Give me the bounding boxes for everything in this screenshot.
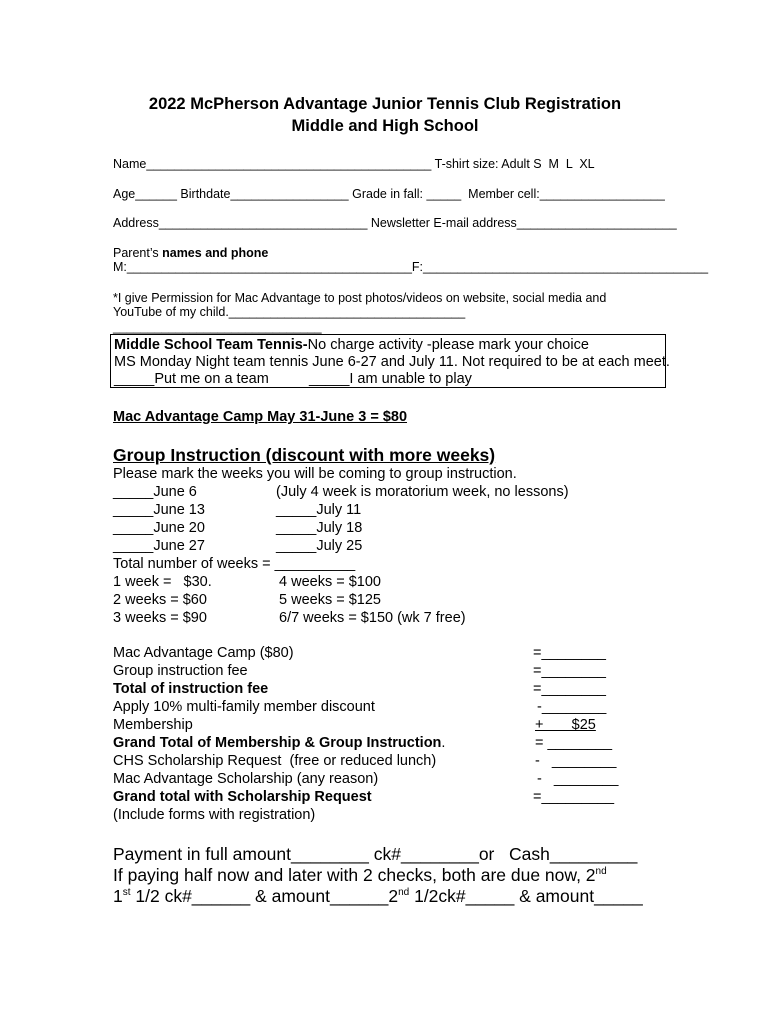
- total-weeks-field[interactable]: Total number of weeks = __________: [113, 556, 356, 572]
- group-instruction-text: Please mark the weeks you will be coming to group instruction.: [113, 466, 517, 482]
- week-june-27[interactable]: _____June 27: [113, 538, 205, 554]
- permission-line-1: *I give Permission for Mac Advantage to post photos/videos on website, social media and: [113, 291, 607, 305]
- week-june-6[interactable]: _____June 6: [113, 484, 197, 500]
- form-subtitle: Middle and High School: [291, 117, 479, 135]
- fee-total-instruction-value[interactable]: =________: [533, 681, 606, 697]
- fee-grand-total-value[interactable]: = ________: [535, 735, 613, 751]
- team-tennis-heading: [114, 336, 589, 354]
- price-2-weeks: 2 weeks = $60: [113, 592, 207, 608]
- form-title: 2022 McPherson Advantage Junior Tennis Club Registration: [148, 95, 622, 113]
- parents-bold: names and phone: [162, 246, 269, 260]
- team-tennis-schedule: MS Monday Night team tennis June 6-27 and July 11. Not required to be at each meet.: [114, 354, 670, 370]
- fee-group-label: Group instruction fee: [113, 663, 248, 679]
- grand-total-period: .: [441, 735, 446, 751]
- fee-camp-label: Mac Advantage Camp ($80): [113, 645, 294, 661]
- parents-prefix: Parent’s: [113, 246, 163, 260]
- fee-chs-scholarship-label: CHS Scholarship Request (free or reduced lunch): [113, 753, 437, 769]
- fee-discount-label: Apply 10% multi-family member discount: [113, 699, 375, 715]
- address-email-field[interactable]: Address______________________________ Newsletter E-mail address_______________________: [113, 216, 677, 230]
- week-july-25[interactable]: _____July 25: [276, 538, 363, 554]
- price-1-week: 1 week = $30.: [113, 574, 212, 590]
- second-check-sup: nd: [398, 887, 410, 899]
- fee-grand-total-scholarship-value[interactable]: =_________: [533, 789, 615, 805]
- payment-half-sup: nd: [595, 866, 607, 878]
- fee-mac-scholarship-label: Mac Advantage Scholarship (any reason): [113, 771, 379, 787]
- fee-membership-value: + $25: [535, 717, 596, 733]
- age-birthdate-grade-cell-field[interactable]: Age______ Birthdate_________________ Grade in fall: _____ Member cell:__________________: [113, 187, 665, 201]
- parents-label: [113, 246, 268, 261]
- group-instruction-heading: Group Instruction (discount with more weeks): [113, 445, 496, 465]
- payment-half-text: If paying half now and later with 2 checks, both are due now, 2: [113, 865, 596, 885]
- first-check-sup: st: [122, 887, 131, 899]
- fee-group-value[interactable]: =________: [533, 663, 606, 679]
- price-4-weeks: 4 weeks = $100: [279, 574, 381, 590]
- fee-camp-value[interactable]: =________: [533, 645, 606, 661]
- price-3-weeks: 3 weeks = $90: [113, 610, 207, 626]
- payment-half-line: [113, 864, 607, 886]
- fee-chs-scholarship-value[interactable]: - ________: [535, 753, 617, 769]
- parents-phones-field[interactable]: M:_________________________________________F:_________________________________________: [113, 260, 709, 274]
- grand-total-text: Grand Total of Membership & Group Instruction: [113, 735, 442, 751]
- price-6-7-weeks: 6/7 weeks = $150 (wk 7 free): [279, 610, 466, 626]
- moratorium-note: (July 4 week is moratorium week, no lessons): [276, 484, 569, 500]
- permission-line-2[interactable]: YouTube of my child.__________________________________: [113, 305, 466, 319]
- fee-include-forms-note: (Include forms with registration): [113, 807, 316, 823]
- week-june-20[interactable]: _____June 20: [113, 520, 205, 536]
- team-tennis-box: [110, 334, 670, 388]
- fee-membership-label: Membership: [113, 717, 193, 733]
- team-tennis-title: Middle School Team Tennis-: [114, 337, 308, 353]
- first-check-number: 1: [113, 886, 123, 906]
- team-tennis-note: No charge activity -please mark your choice: [307, 337, 589, 353]
- team-tennis-choice[interactable]: _____Put me on a team _____I am unable to play: [114, 371, 472, 387]
- payment-full-line[interactable]: Payment in full amount________ ck#________or Cash_________: [113, 844, 638, 864]
- week-july-11[interactable]: _____July 11: [276, 502, 362, 518]
- price-5-weeks: 5 weeks = $125: [279, 592, 381, 608]
- camp-line: Mac Advantage Camp May 31-June 3 = $80: [113, 409, 408, 425]
- fee-discount-value[interactable]: -________: [537, 699, 607, 715]
- payment-checks-line[interactable]: [113, 885, 643, 907]
- first-check-fields[interactable]: 1/2 ck#______ & amount______2: [130, 886, 399, 906]
- fee-grand-total-label: [113, 734, 445, 752]
- second-check-fields[interactable]: 1/2ck#_____ & amount_____: [409, 886, 643, 906]
- fee-total-instruction-label: Total of instruction fee: [113, 681, 269, 697]
- fee-grand-total-scholarship-label: Grand total with Scholarship Request: [113, 789, 372, 805]
- permission-line-3[interactable]: ______________________________: [113, 320, 322, 334]
- fee-mac-scholarship-value[interactable]: - ________: [537, 771, 619, 787]
- name-tshirt-field[interactable]: Name_________________________________________ T-shirt size: Adult S M L XL: [113, 157, 595, 171]
- week-july-18[interactable]: _____July 18: [276, 520, 363, 536]
- week-june-13[interactable]: _____June 13: [113, 502, 205, 518]
